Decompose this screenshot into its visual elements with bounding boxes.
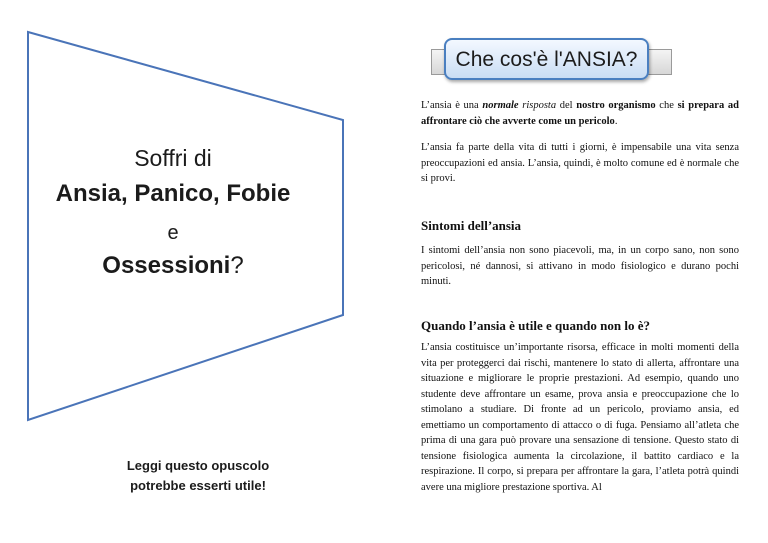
- title-box: [444, 38, 649, 80]
- cover-line-ansia: Ansia, Panico, Fobie: [55, 180, 291, 207]
- heading-quando-utile: Quando l’ansia è utile e quando non lo è?: [421, 318, 650, 333]
- heading-sintomi: Sintomi dell’ansia: [421, 218, 522, 233]
- intro-text: .: [614, 115, 618, 127]
- paragraph-daily-life: L’ansia fa parte della vita di tutti i giorni, è impensabile una vita senza preoccupazioni ed ansia. L’ansia, quindi, è molto comune ed è normale che si provi.: [421, 142, 739, 184]
- footer-line-2: potrebbe esserti utile!: [130, 478, 266, 493]
- intro-text: che: [655, 100, 678, 111]
- intro-organismo: nostro organismo: [576, 100, 656, 111]
- cover-line-ossessioni: [28, 252, 318, 280]
- intro-text: del: [556, 100, 577, 111]
- intro-pericolo: si prepara ad affrontare ciò che avverte come un pericolo: [421, 100, 739, 127]
- cover-line-e: e: [167, 222, 179, 244]
- intro-text: L’ansia è una: [421, 100, 483, 111]
- paragraph-sintomi: I sintomi dell’ansia non sono piacevoli, ma, in un corpo sano, non sono pericolosi, né dannosi, si attivano in modo fisiologico e durano pochi minuti.: [421, 245, 739, 287]
- intro-risposta: risposta: [522, 100, 557, 111]
- intro-paragraph: [421, 98, 739, 129]
- intro-normale: normale: [482, 100, 519, 111]
- paragraph-quando-utile: L’ansia costituisce un’importante risorsa, efficace in molti momenti della vita per proteggerci dai rischi, mantenere lo stato di allerta, affrontare una situazione e migliorare le proprie prestazioni. Ad esempio, quando uno studente deve affrontare un esame, prova ansia e preoccupazione che lo stimolano a studiare. Di fronte ad un pericolo, proviamo ansia, ed emettiamo un comportamento di attacco o di fuga. Pensiamo all’atleta che prima di una gara può provare una sensazione di tensione. Questo stato di tensione fisiologica aumenta la circolazione, il battito cardiaco e la respirazione. Il corpo, si prepara per affrontare la gara, l’atleta potrà quindi avere una migliore prestazione sportiva. Al: [421, 342, 739, 493]
- footer-line-1: Leggi questo opuscolo: [126, 458, 270, 473]
- cover-line-soffri: Soffri di: [134, 145, 212, 171]
- ossessioni-word: Ossessioni: [102, 252, 231, 279]
- page-title: Che cos'è l'ANSIA?: [455, 48, 638, 71]
- question-mark: ?: [230, 252, 244, 279]
- cover-footer: [98, 456, 298, 496]
- content-page: [384, 0, 768, 543]
